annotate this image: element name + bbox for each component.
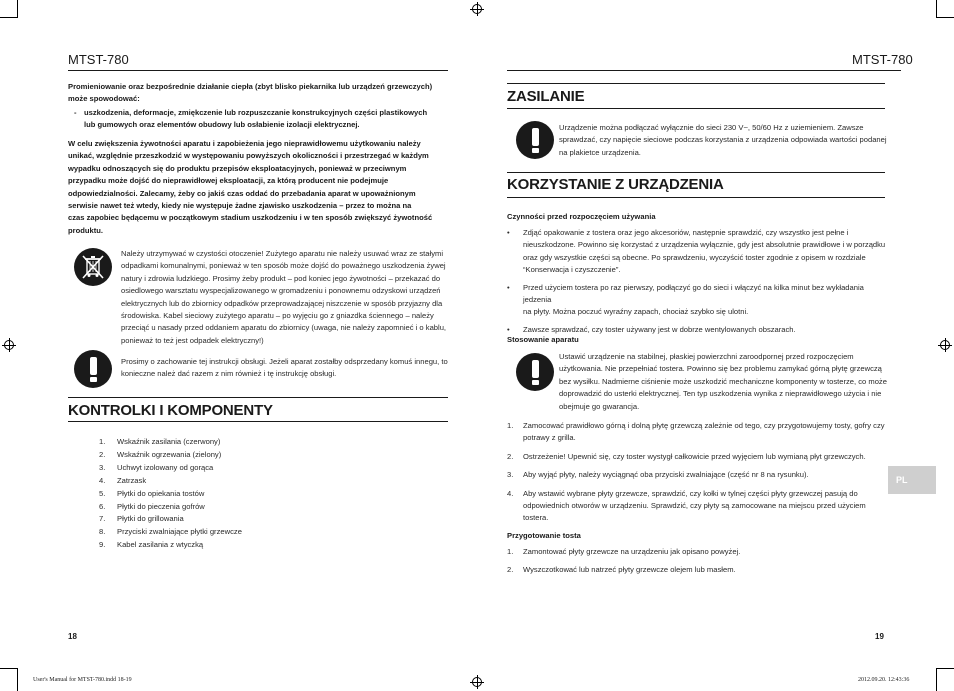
crossed-bin-icon xyxy=(74,248,112,286)
section-title-use: KORZYSTANIE Z URZĄDZENIA xyxy=(507,176,724,193)
text-line: sprawdzać, czy napięcie sieciowe podczas korzystania z urządzenia odpowiada wartości podanej xyxy=(559,135,887,145)
text-line: czas zapobiec będącemu w początkowym stadium uszkodzeniu i w ten sposób zwiększyć żywotność xyxy=(68,213,433,223)
subheading-placement: Stosowanie aparatu xyxy=(507,335,579,344)
text-line: nieuszkodzone. Powinno się korzystać z urządzenia wyłącznie, gdy jest absolutnie prawidłowe i w porządku xyxy=(523,240,886,250)
text-line: Przed użyciem tostera po raz pierwszy, podłączyć go do sieci i włączyć na kilka minut bez wykładania jedzenia xyxy=(523,282,864,305)
list-item xyxy=(507,488,892,525)
text-line: Ustawić urządzenie na stabilnej, płaskiej powierzchni zaroodpornej przed rozpoczęciem xyxy=(559,352,854,361)
heat-warning-intro: Promieniowanie oraz bezpośrednie działanie ciepła (zbyt blisko piekarnika lub urządzeń grzewczych) może spowodować: xyxy=(68,82,433,104)
power-paragraph xyxy=(559,122,887,159)
list-item xyxy=(507,469,892,481)
list-number: 1. xyxy=(507,421,514,430)
list-text: Płytki do opiekania tostów xyxy=(117,488,205,498)
prep-list xyxy=(507,546,892,583)
subheading-before-use: Czynności przed rozpoczęciem używania xyxy=(507,212,656,221)
list-item xyxy=(507,227,892,277)
exclamation-icon xyxy=(516,353,554,391)
list-text: Przyciski zwalniające płytki grzewcze xyxy=(117,527,242,537)
list-item xyxy=(507,420,892,445)
text-line: “Konserwacja i czyszczenie”. xyxy=(523,265,621,275)
text-line: Aby wyjąć płyty, należy wyciągnąć oba przyciski zwalniające (część nr 8 na rysunku). xyxy=(523,470,809,480)
bullet-icon: • xyxy=(507,324,510,334)
keep-manual-paragraph xyxy=(121,356,448,381)
text-line: odpadkami komunalnymi, ponieważ w ten sposób może dojść do poważnego uszkodzenia żywej xyxy=(121,261,446,271)
text-line: doprowadzić do usterki elektrycznej. Ten typ uszkodzenia wynika z nieprawidłowego użycia i nie xyxy=(559,389,882,399)
language-tab-label: PL xyxy=(896,475,908,485)
registration-mark-icon xyxy=(2,338,16,352)
bullet-dash: - xyxy=(74,108,77,117)
section-rule xyxy=(507,83,885,84)
list-item xyxy=(99,462,399,475)
text-line: Aby wstawić wybrane płyty grzewcze, sprawdzić, czy kołki w tylnej części płyty grzewczej pasują do xyxy=(523,488,858,498)
model-label: MTST-780 xyxy=(852,52,913,67)
text-line: Prosimy o zachowanie tej instrukcji obsługi. Jeżeli aparat zostałby odsprzedany komuś innegu, to xyxy=(121,357,448,366)
crop-mark xyxy=(936,17,954,18)
header-rule xyxy=(507,70,901,71)
bullet-icon: • xyxy=(507,282,510,292)
text-line: użytkowania. Nie przepełniać tostera. Powinno się bez problemu zamykać górną płytę grzewczą xyxy=(559,364,882,374)
section-rule xyxy=(68,421,448,422)
lifetime-paragraph xyxy=(68,138,432,237)
model-label: MTST-780 xyxy=(68,52,129,67)
list-number: 1. xyxy=(507,547,514,556)
list-number: 8. xyxy=(99,527,106,537)
list-text: Płytki do pieczenia gofrów xyxy=(117,501,205,511)
crop-mark xyxy=(0,17,18,18)
section-rule xyxy=(507,108,885,109)
list-item xyxy=(99,475,399,488)
text-line: unikać, względnie przeszkodzić w występowaniu powyższych okoliczności i przestrzegać w każdym xyxy=(68,151,429,161)
list-item xyxy=(507,546,892,558)
list-number: 3. xyxy=(99,462,106,472)
page-number: 19 xyxy=(875,632,884,641)
list-number: 6. xyxy=(99,501,106,511)
list-text: Wskaźnik zasilania (czerwony) xyxy=(117,437,221,446)
text-line: elektrycznych lub do zbiornicy odpadków przeprowadzającej niszczenie w sposób przyjazny dla xyxy=(121,298,443,308)
heat-warning-item: uszkodzenia, deformacje, zmiękczenie lub rozpuszczanie konstrukcyjnych części plastikowych xyxy=(84,108,428,117)
list-item xyxy=(507,282,892,319)
list-text: Wyszczotkować lub natrzeć płyty grzewcze olejem lub masłem. xyxy=(523,565,736,575)
text-line: odpowiednich otworów w urządzeniu. Sprawdzić, czy płyty są zamocowane na miejscu przed użyciem xyxy=(523,501,866,511)
list-number: 7. xyxy=(99,514,106,524)
crop-mark xyxy=(936,0,937,18)
text-line: Urządzenie można podłączać wyłącznie do sieci 230 V~, 50/60 Hz z uziemieniem. Zawsze xyxy=(559,123,864,132)
list-number: 3. xyxy=(507,470,514,480)
registration-mark-icon xyxy=(470,2,484,16)
section-rule xyxy=(507,172,885,173)
text-line: Zawsze sprawdzać, czy toster używany jest w dobrze wentylowanych obszarach. xyxy=(523,324,796,334)
text-line: środowiska. Kabel sieciowy zużytego aparatu – po wyjęciu go z gniazdka ściennego – należy xyxy=(121,311,434,321)
section-rule xyxy=(68,397,448,398)
list-item xyxy=(99,449,399,462)
registration-mark-icon xyxy=(938,338,952,352)
text-line: osiedlowego warsztatu wyspecjalizowanego w gromadzeniu i ponownemu odzyskowi urządzeń xyxy=(121,286,441,296)
list-item xyxy=(99,526,399,539)
section-title-power: ZASILANIE xyxy=(507,88,585,105)
text-line: Zdjąć opakowanie z tostera oraz jego akcesoriów, następnie sprawdzić, czy wszystko jest pełne i xyxy=(523,228,849,237)
text-line: odpowiedzialności. Zalecamy, żeby co jakiś czas oddać do przebadania aparat w upoważnionym xyxy=(68,188,416,198)
text-line: potrawy z grilla. xyxy=(523,433,576,443)
list-item xyxy=(99,513,399,526)
text-line: oraz gdy wszystkie części są obecne. Po sprawdzeniu, wyczyścić toster zgodnie z opisem w rozdziale xyxy=(523,252,866,262)
subheading-toast-prep: Przygotowanie tosta xyxy=(507,531,581,540)
crop-mark xyxy=(0,668,18,669)
text-line: serwisie nawet też wtedy, kiedy nie występuje żadne zjawisko uszkodzenia – przez to można na xyxy=(68,201,412,211)
exclamation-icon xyxy=(74,350,112,388)
section-rule xyxy=(507,197,885,198)
environment-paragraph xyxy=(121,248,446,347)
crop-mark xyxy=(17,0,18,18)
text-line: wypadku odnoszących się do produktu przepisów eksploatacyjnych, ponieważ w przeciwnym xyxy=(68,163,407,173)
text-line: ponieważ to też jest odpadek elektryczny!) xyxy=(121,335,264,345)
text-line: przeciąć u nasady przed oddaniem aparatu do zbiornicy (uwaga, nie należy zapomnieć i o kablu, xyxy=(121,323,447,333)
list-text: Płytki do grillowania xyxy=(117,514,184,524)
text-line: na plakietce urządzenia. xyxy=(559,147,641,157)
bullet-icon: • xyxy=(507,228,510,237)
exclamation-icon xyxy=(516,121,554,159)
section-title-components: KONTROLKI I KOMPONENTY xyxy=(68,402,273,419)
header-rule xyxy=(68,70,448,71)
list-item xyxy=(507,564,892,576)
crop-mark xyxy=(17,668,18,691)
list-text: Zatrzask xyxy=(117,475,147,485)
list-text: Kabel zasilania z wtyczką xyxy=(117,540,204,550)
slug-filename: User's Manual for MTST-780.indd 18-19 xyxy=(33,677,132,683)
steps-list xyxy=(507,420,892,531)
text-line: przypadku może dojść do nieprawidłowej eksploatacji, za którą producent nie podejmuje xyxy=(68,176,389,186)
text-line: bez wysiłku. Nadmierne ciśnienie może uszkodzić mechaniczne komponenty w tosterze, co może xyxy=(559,376,887,386)
text-line: Ostrzeżenie! Upewnić się, czy toster wystygł całkowicie przed wyjęciem lub wymianą płyt grzewczych. xyxy=(523,451,866,461)
text-line: W celu zwiększenia żywotności aparatu i zapobieżenia jego nieprawidłowemu użytkowaniu należy xyxy=(68,139,421,148)
crop-mark xyxy=(936,668,954,669)
language-tab xyxy=(888,466,936,494)
list-text: Uchwyt izolowany od gorąca xyxy=(117,462,214,472)
list-item xyxy=(99,539,399,552)
list-text: Wskaźnik ogrzewania (zielony) xyxy=(117,449,222,459)
text-line: natury i zdrowia ludzkiego. Prosimy żeby produkt – pod koniec jego żywotności – przekazać do xyxy=(121,273,441,283)
components-list xyxy=(99,436,399,552)
text-line: produktu. xyxy=(68,225,104,235)
text-line: Zamocować prawidłowo górną i dolną płytę grzewczą zależnie od tego, czy przygotowujemy tosty, gofry czy xyxy=(523,421,885,430)
list-number: 5. xyxy=(99,488,106,498)
slug-timestamp: 2012.09.20. 12:43:36 xyxy=(858,677,910,683)
list-item xyxy=(99,488,399,501)
text-line: na płyty. Można poczuć wyraźny zapach, chociaż szybko się ulotni. xyxy=(523,307,749,317)
text-line: obejmuje go gwarancja. xyxy=(559,401,640,411)
list-number: 9. xyxy=(99,540,106,550)
list-number: 2. xyxy=(507,565,514,575)
list-text: Zamontować płyty grzewcze na urządzeniu jak opisano powyżej. xyxy=(523,547,741,556)
text-line: tostera. xyxy=(523,513,549,523)
list-item xyxy=(99,436,399,449)
heat-warning-item: lub gumowych oraz elementów obudowy lub osłabienie izolacji elektrycznej. xyxy=(84,120,360,129)
before-use-list xyxy=(507,227,892,341)
list-number: 4. xyxy=(507,488,514,498)
list-number: 2. xyxy=(507,451,514,461)
list-item xyxy=(99,501,399,514)
list-item xyxy=(507,451,892,463)
list-number: 1. xyxy=(99,437,106,446)
text-line: konieczne należ dać razem z nim również i tę instrukcję obsługi. xyxy=(121,369,337,379)
registration-mark-icon xyxy=(470,675,484,689)
page-number: 18 xyxy=(68,632,77,641)
text-line: Należy utrzymywać w czystości otoczenie! Zużytego aparatu nie należy usuwać wraz ze stałymi xyxy=(121,249,444,258)
list-number: 2. xyxy=(99,449,106,459)
placement-paragraph xyxy=(559,351,887,413)
crop-mark xyxy=(936,668,937,691)
list-number: 4. xyxy=(99,475,106,485)
